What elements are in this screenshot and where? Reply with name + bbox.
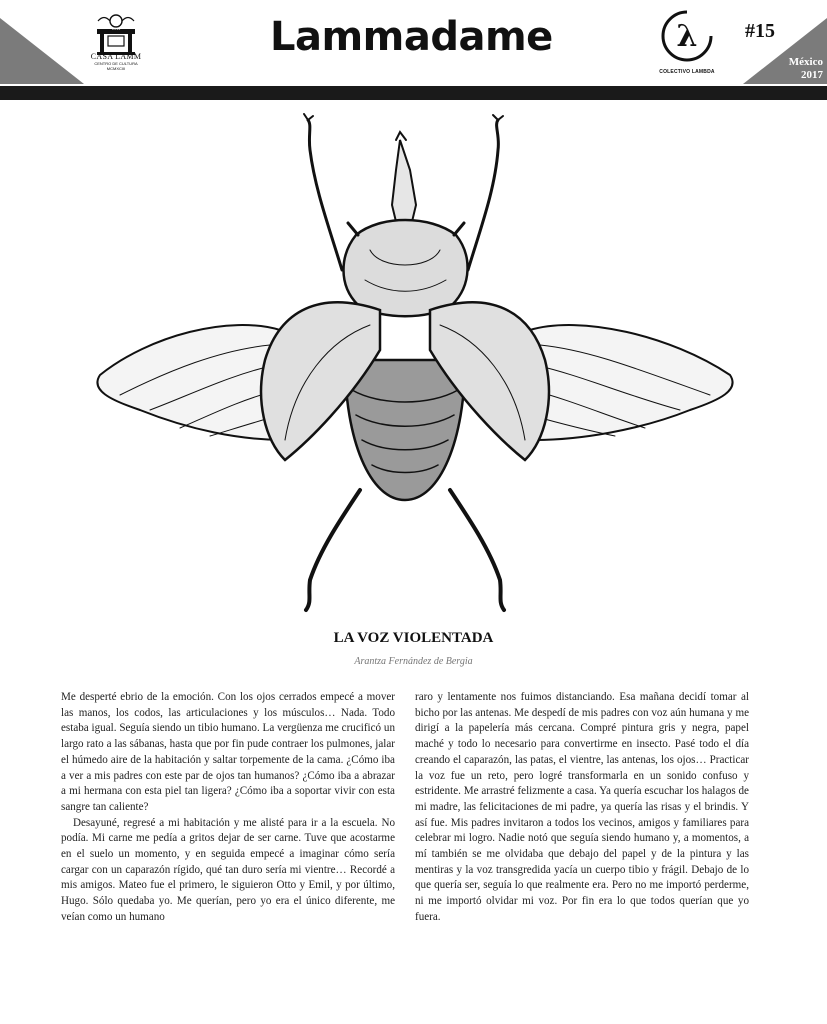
lambda-circle-icon [659,8,715,64]
casa-lamm-subtitle: CENTRO DE CULTURA [94,61,138,66]
casa-lamm-logo [88,12,144,71]
issue-place: México [788,56,823,68]
article-author: Arantza Fernández de Bergia [354,656,473,667]
publication-title: Lammadame [270,14,553,60]
beetle-drawing-icon [80,110,750,620]
article-paragraph: Desayuné, regresé a mi habitación y me alisté para ir a la escuela. No podía. Mi carne me pedía a gritos dejar de ser carne. Tuve que acostarme en el suelo un momento, y en seguida empecé a imaginar cómo sería cargar con un caparazón rígido, qué tan duro sería mi vientre… Recordé a mis amigos. Mateo fue el primero, le siguieron Otto y Emil, y por último, Hugo. Sólo quedaba yo. Me querían, pero yo era el único diferente, me veían como un humano [61,816,395,923]
casa-lamm-year: 1911 [111,26,121,31]
article-paragraph: Me desperté ebrio de la emoción. Con los ojos cerrados empecé a mover las manos, los codos, las articulaciones y los músculos… Nada. Todo estaba igual. Seguía siendo un tibio humano. La vergüenza me crucificó un largo rato a las sábanas, hasta que por fin pude contraer los pulmones, jalar el húmedo aire de la habitación y saltar torpemente de la cama. ¿Cómo iba a ver a mis padres con este par de ojos tan humanos? ¿Cómo iba a abrazar a mi hermana con esta piel tan ligera? ¿Cómo iba a soportar vivir con esta sangre tan caliente? [61,691,395,813]
article-column-left [61,690,395,926]
masthead-rule [0,86,827,100]
article-title: LA VOZ VIOLENTADA [333,630,494,646]
colectivo-lambda-name: COLECTIVO LAMBDA [659,69,715,75]
beetle-illustration [80,110,750,620]
casa-lamm-name: CASA LAMM [90,52,142,61]
left-gray-triangle [0,18,84,84]
masthead [0,0,827,100]
article-paragraph: raro y lentamente nos fuimos distanciando. Esa mañana decidí tomar al bicho por las antenas. Me despedí de mis padres con voz aún humana y me dirigí a la papelería más cercana. Compré pintura gris y negra, papel maché y todo lo necesario para convertirme en insecto. Pasé todo el día creando el caparazón, las patas, el vientre, las antenas, los ojos… Practicar la voz fue un reto, pero logré transformarla en un sonido confuso y estridente. Me arrastré felizmente a casa. Ya quería escuchar los halagos de mi madre, las felicitaciones de mi padre, ya quería las risas y el brindis. Y así fue. Mis padres invitaron a todos los vecinos, amigos y familiares para celebrar mi logro. Nadie notó que seguía siendo humano y, a momentos, a mí también se me olvidaba que debajo del papel y de la pintura y las mentiras y la voz transgredida yacía un cuerpo tibio y frágil. Debajo de lo que quería ser, seguía lo que realmente era. Pero no me importó perderme, ni me importó olvidar mi voz. Por fin era lo que todos querían que yo fuera. [415,691,749,923]
issue-year: 2017 [801,69,823,81]
issue-place-year [753,56,823,82]
casa-lamm-emblem-icon [90,12,142,56]
colectivo-lambda-logo [650,8,724,75]
article-column-right [415,690,749,926]
issue-number: #15 [745,20,775,42]
lambda-symbol: λ [676,19,698,54]
casa-lamm-roman-year: MCMXCIII [106,66,126,71]
